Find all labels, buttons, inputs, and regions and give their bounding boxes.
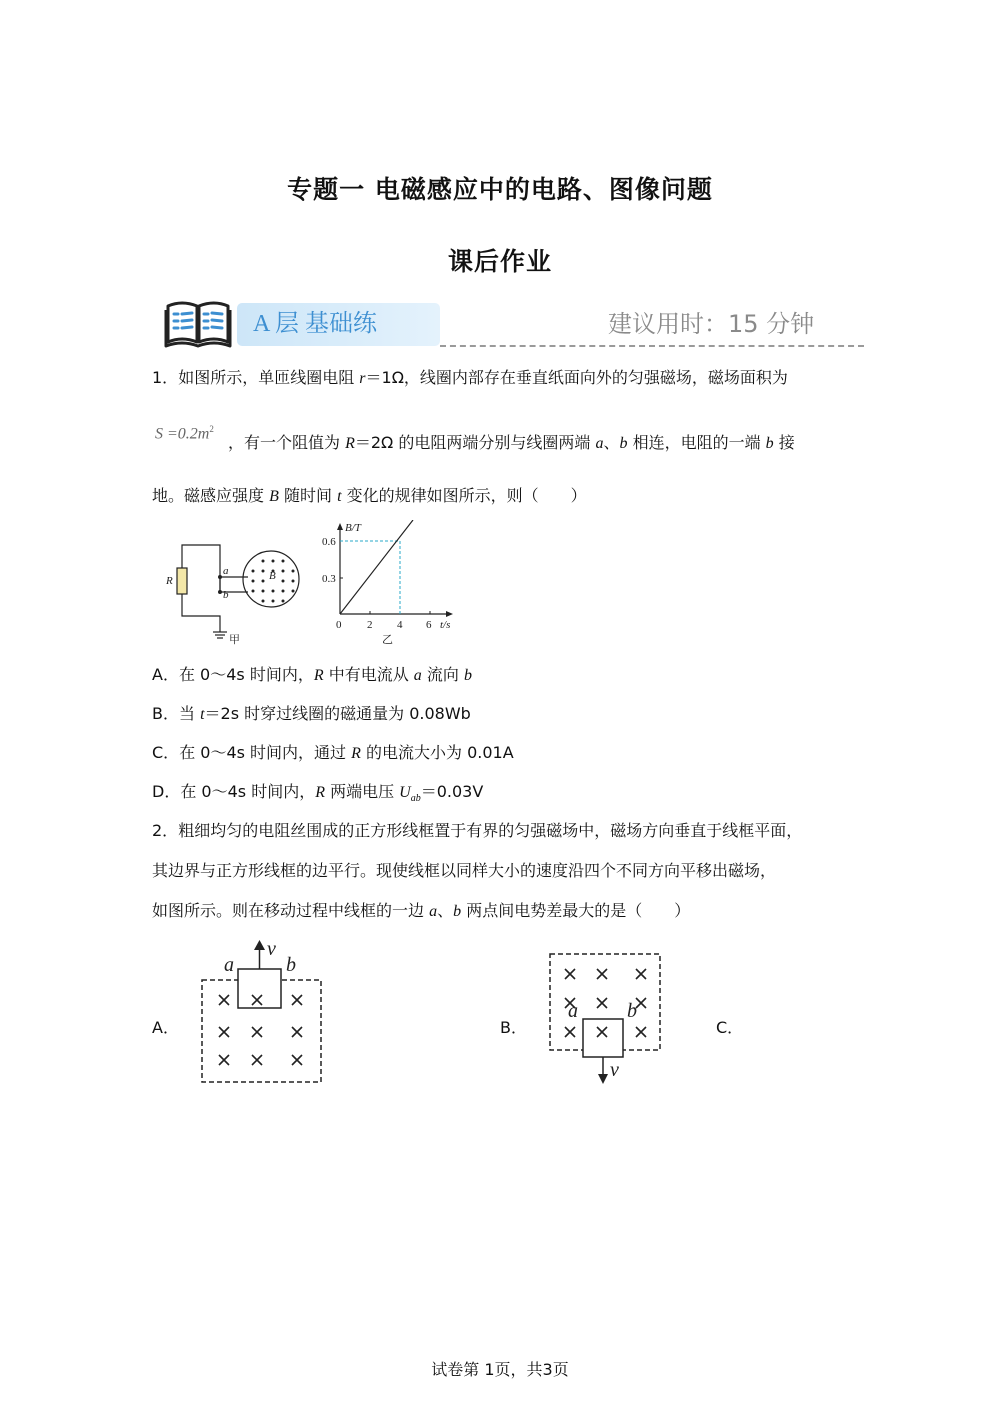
point-b-label: b	[627, 1000, 637, 1022]
graph-xlabel: t/s	[440, 619, 451, 631]
point-a-label: a	[224, 954, 234, 976]
page-footer: 试卷第 1页，共3页	[431, 1360, 569, 1379]
graph-xtick-4: 4	[397, 619, 403, 631]
circuit-figure	[160, 520, 310, 652]
q1-option-c[interactable]: C．在 0～4s 时间内，通过 R 的电流大小为 0.01A	[152, 743, 514, 762]
graph-ytick-0.3: 0.3	[322, 573, 336, 585]
graph-xtick-6: 6	[426, 619, 432, 631]
b-t-line	[340, 520, 413, 614]
q2-option-a-figure[interactable]	[198, 938, 328, 1088]
page-title: 专题一 电磁感应中的电路、图像问题	[287, 175, 713, 204]
q2-option-c-label[interactable]: C．	[716, 1018, 744, 1037]
velocity-label: v	[610, 1059, 619, 1081]
q2-option-b-figure[interactable]	[544, 948, 668, 1088]
q2-line2: 其边界与正方形线框的边平行。现使线框以同样大小的速度沿四个不同方向平移出磁场，	[152, 861, 777, 880]
level-label: A 层 基础练	[253, 311, 378, 337]
graph-ytick-0.6: 0.6	[322, 536, 336, 548]
q1-line3: 地。磁感应强度 B 随时间 t 变化的规律如图所示，则（ ）	[152, 486, 587, 505]
velocity-label: v	[267, 938, 276, 960]
q2-number: 2．	[152, 821, 179, 840]
fig-right-caption: 乙	[382, 633, 393, 646]
q2-line1: 2．粗细均匀的电阻丝围成的正方形线框置于有界的匀强磁场中，磁场方向垂直于线框平面，	[152, 821, 803, 840]
point-a-label: a	[568, 1000, 578, 1022]
time-label: 建议用时：15 分钟	[608, 310, 815, 338]
terminal-a-label: a	[223, 565, 229, 577]
book-icon	[164, 296, 232, 350]
graph-xtick-2: 2	[367, 619, 373, 631]
resistor-symbol	[177, 568, 187, 594]
q2-option-a-label[interactable]: A．	[152, 1018, 179, 1037]
fig-left-caption: 甲	[229, 633, 240, 646]
page-subtitle: 课后作业	[447, 247, 552, 276]
graph-ylabel: B/T	[345, 522, 361, 534]
q1-s-formula: $S =0.2m^2$	[155, 424, 214, 443]
q1-option-b[interactable]: B．当 t＝2s 时穿过线圈的磁通量为 0.08Wb	[152, 704, 471, 723]
graph-xtick-0: 0	[336, 619, 342, 631]
q2-option-b-label[interactable]: B．	[500, 1018, 527, 1037]
q1-option-a[interactable]: A．在 0～4s 时间内，R 中有电流从 a 流向 b	[152, 665, 472, 684]
q1-line2: ，有一个阻值为 R＝2Ω 的电阻两端分别与线圈两端 a、b 相连，电阻的一端 b 接	[228, 433, 795, 452]
q1-line1: 1．如图所示，单匝线圈电阻 r＝1Ω，线圈内部存在垂直纸面向外的匀强磁场，磁场面积为	[152, 368, 788, 387]
point-b-label: b	[286, 954, 296, 976]
terminal-b-label: b	[223, 589, 229, 601]
bt-graph	[315, 520, 465, 652]
banner-divider	[440, 345, 864, 347]
wire-frame	[583, 1019, 623, 1057]
resistor-label: R	[166, 575, 173, 587]
q2-line3: 如图所示。则在移动过程中线框的一边 a、b 两点间电势差最大的是（ ）	[152, 901, 691, 920]
q1-option-d[interactable]: D．在 0～4s 时间内，R 两端电压 $U_{ab}=0.03V$	[152, 782, 484, 805]
q1-number: 1．	[152, 368, 179, 387]
field-label: B	[269, 570, 276, 582]
